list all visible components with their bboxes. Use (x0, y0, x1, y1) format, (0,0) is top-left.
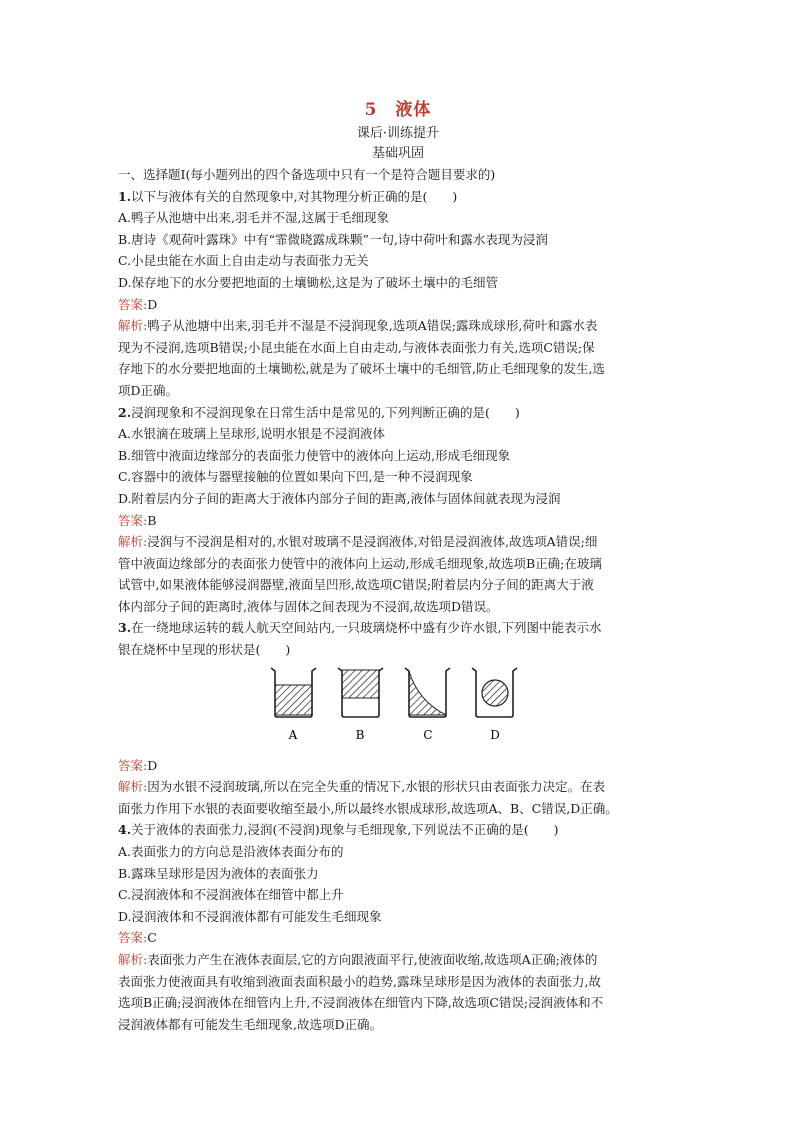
label-b: B (355, 727, 365, 742)
analysis-line: 面张力作用下水银的表面要收缩至最小,所以最终水银成球形,故选项A、B、C错误,D正确。 (118, 800, 618, 816)
beaker-figure (118, 665, 678, 753)
option-b: B.露珠呈球形是因为液体的表面张力 (118, 865, 319, 881)
label-a: A (288, 727, 298, 742)
page-title: 5 液体 (364, 100, 432, 120)
analysis-line: 解析:因为水银不浸润玻璃,所以在完全失重的情况下,水银的形状只由表面张力决定。在表 (118, 779, 606, 795)
option-d: D.保存地下的水分要把地面的土壤锄松,这是为了破坏土壤中的毛细管 (118, 274, 499, 290)
analysis-line: 存地下的水分要把地面的土壤锄松,就是为了破坏土壤中的毛细管,防止毛细现象的发生,选 (118, 361, 605, 377)
question-stem: 2.浸润现象和不浸润现象在日常生活中是常见的,下列判断正确的是( ) (118, 404, 520, 420)
analysis-line: 选项B正确;浸润液体在细管内上升,不浸润液体在细管内下降,故选项C错误;浸润液体和不 (118, 995, 604, 1011)
analysis-line: 解析:鸭子从池塘中出来,羽毛并不湿是不浸润现象,选项A错误;露珠成球形,荷叶和露水表 (118, 318, 598, 334)
beaker-d (472, 668, 517, 717)
question-stem: 4.关于液体的表面张力,浸润(不浸润)现象与毛细现象,下列说法不正确的是( ) (118, 822, 559, 838)
beaker-a (271, 668, 316, 717)
question-stem-cont: 银在烧杯中呈现的形状是( ) (118, 642, 291, 658)
option-a: A.水银滴在玻璃上呈球形,说明水银是不浸润液体 (118, 426, 385, 442)
section-heading: 基础巩固 (371, 146, 424, 161)
option-a: A.表面张力的方向总是沿液体表面分布的 (118, 844, 344, 860)
answer-line: 答案:D (118, 757, 158, 773)
analysis-line: 解析:表面张力产生在液体表面层,它的方向跟液面平行,使液面收缩,故选项A正确;液体的 (118, 952, 598, 967)
question-1 (118, 186, 678, 402)
option-d: D.浸润液体和不浸润液体都有可能发生毛细现象 (118, 908, 382, 924)
option-b: B.唐诗《观荷叶露珠》中有“霏微晓露成珠颗”一句,诗中荷叶和露水表现为浸润 (118, 231, 548, 247)
part-heading: 一、选择题Ⅰ(每小题列出的四个备选项中只有一个是符合题目要求的) (118, 167, 496, 182)
analysis-line: 管中液面边缘部分的表面张力使管中的液体向上运动,形成毛细现象,故选项B正确;在玻璃 (118, 555, 602, 571)
analysis-line: 项D正确。 (118, 382, 179, 398)
analysis-line: 表面张力使液面具有收缩到液面表面积最小的趋势,露珠呈球形是因为液体的表面张力,故 (118, 973, 601, 989)
option-c: C.浸润液体和不浸润液体在细管中都上升 (118, 887, 344, 903)
analysis-line: 现为不浸润,选项B错误;小昆虫能在水面上自由走动,与液体表面张力有关,选项C错误;保 (118, 339, 595, 355)
option-b: B.细管中液面边缘部分的表面张力使管中的液体向上运动,形成毛细现象 (118, 447, 511, 463)
question-stem: 1.以下与液体有关的自然现象中,对其物理分析正确的是( ) (118, 188, 458, 204)
option-d: D.附着层内分子间的距离大于液体内部分子间的距离,液体与固体间就表现为浸润 (118, 490, 561, 506)
question-4 (118, 819, 678, 1035)
answer-line: 答案:B (118, 512, 157, 528)
beaker-b (338, 668, 383, 717)
beaker-c (405, 668, 450, 717)
document-page (118, 98, 678, 1035)
option-c: C.小昆虫能在水面上自由走动与表面张力无关 (118, 253, 369, 269)
label-d: D (490, 727, 500, 742)
analysis-line: 浸润液体都有可能发生毛细现象,故选项D正确。 (118, 1016, 382, 1032)
answer-line: 答案:D (118, 296, 158, 312)
answer-line: 答案:C (118, 930, 157, 946)
analysis-line: 解析:浸润与不浸润是相对的,水银对玻璃不是浸润液体,对铅是浸润液体,故选项A错误;细 (118, 534, 598, 550)
label-c: C (423, 727, 433, 742)
beaker-diagrams (268, 665, 528, 751)
question-3 (118, 617, 678, 819)
option-a: A.鸭子从池塘中出来,羽毛并不湿,这属于毛细现象 (118, 210, 389, 226)
analysis-line: 体内部分子间的距离时,液体与固体之间表现为不浸润,故选项D错误。 (118, 598, 499, 614)
analysis-line: 试管中,如果液体能够浸润器壁,液面呈凹形,故选项C错误;附着层内分子间的距离大于液 (118, 577, 594, 593)
page-subtitle: 课后·训练提升 (356, 126, 440, 141)
question-2 (118, 402, 678, 618)
option-c: C.容器中的液体与器壁接触的位置如果向下凹,是一种不浸润现象 (118, 469, 473, 485)
question-stem: 3.在一绕地球运转的载人航天空间站内,一只玻璃烧杯中盛有少许水银,下列图中能表示水 (118, 620, 602, 636)
